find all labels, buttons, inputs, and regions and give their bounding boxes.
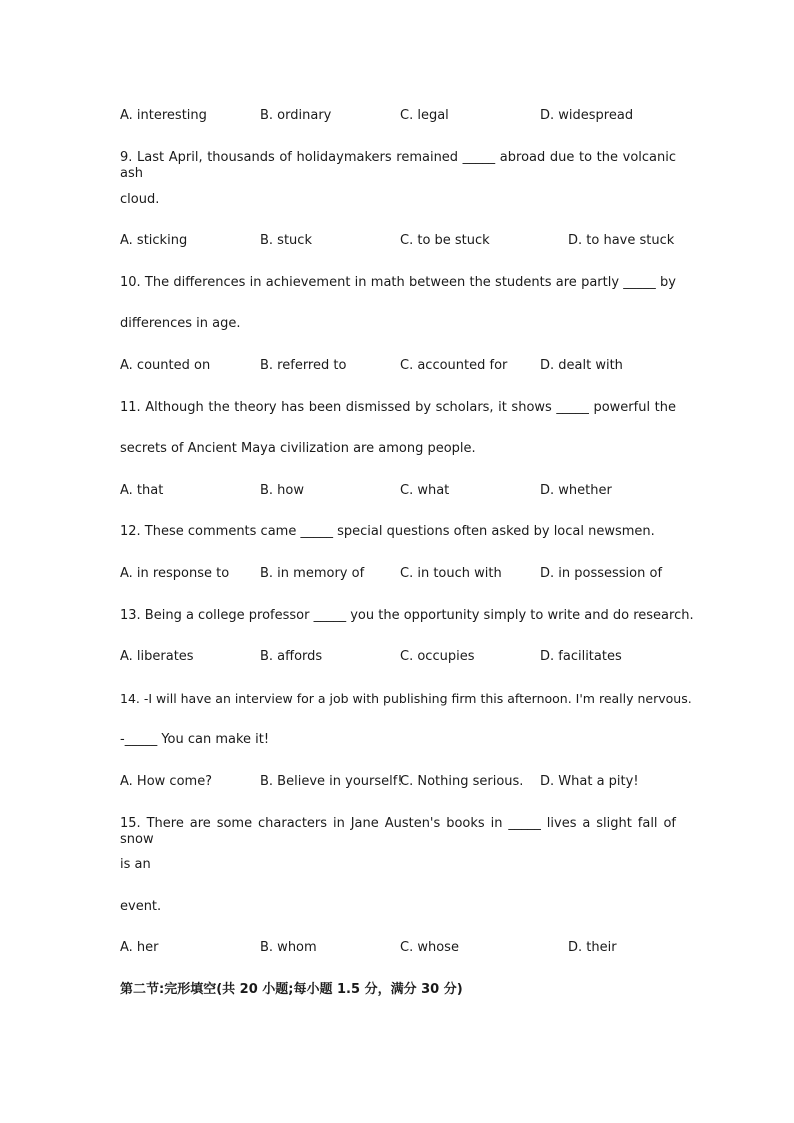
option-b: B. affords: [260, 649, 323, 664]
section-heading: 第二节:完形填空(共 20 小题;每小题 1.5 分，满分 30 分): [120, 982, 463, 997]
option-a: A. in response to: [120, 566, 230, 581]
option-a: A. liberates: [120, 649, 194, 664]
option-a: A. sticking: [120, 233, 188, 248]
option-d: D. their: [568, 940, 617, 955]
option-a: A. that: [120, 483, 164, 498]
option-d: D. widespread: [540, 108, 634, 123]
option-d: D. What a pity!: [540, 774, 639, 789]
option-a: A. interesting: [120, 108, 207, 123]
question-12-text: 12. These comments came _____ special questions often asked by local newsmen.: [120, 524, 655, 539]
option-b: B. stuck: [260, 233, 312, 248]
option-d: D. in possession of: [540, 566, 663, 581]
option-b: B. whom: [260, 940, 317, 955]
option-b: B. how: [260, 483, 305, 498]
question-9-text-cont: cloud.: [120, 192, 160, 207]
option-b: B. ordinary: [260, 108, 332, 123]
option-c: C. what: [400, 483, 450, 498]
question-10-text: 10. The differences in achievement in math between the students are partly _____ by: [120, 275, 676, 290]
option-c: C. legal: [400, 108, 449, 123]
option-b: B. in memory of: [260, 566, 365, 581]
option-d: D. facilitates: [540, 649, 622, 664]
option-c: C. occupies: [400, 649, 475, 664]
question-15-text-cont-2: event.: [120, 899, 162, 914]
option-b: B. Believe in yourself!: [260, 774, 403, 789]
option-a: A. counted on: [120, 358, 211, 373]
question-9-text: 9. Last April, thousands of holidaymakers remained _____ abroad due to the volcanic ash: [120, 150, 676, 181]
question-13-text: 13. Being a college professor _____ you the opportunity simply to write and do research.: [120, 608, 694, 623]
option-c: C. Nothing serious.: [400, 774, 524, 789]
option-c: C. accounted for: [400, 358, 508, 373]
option-c: C. whose: [400, 940, 459, 955]
question-15-text: 15. There are some characters in Jane Austen's books in _____ lives a slight fall of snow: [120, 816, 676, 847]
option-c: C. to be stuck: [400, 233, 490, 248]
option-d: D. to have stuck: [568, 233, 675, 248]
option-a: A. her: [120, 940, 159, 955]
question-10-text-cont: differences in age.: [120, 316, 241, 331]
question-15-text-cont: is an: [120, 857, 151, 872]
option-d: D. whether: [540, 483, 612, 498]
option-a: A. How come?: [120, 774, 213, 789]
question-11-text-cont: secrets of Ancient Maya civilization are among people.: [120, 441, 476, 456]
option-b: B. referred to: [260, 358, 347, 373]
question-14-text: 14. -I will have an interview for a job with publishing firm this afternoon. I'm really nervous.: [120, 691, 692, 706]
option-d: D. dealt with: [540, 358, 623, 373]
question-11-text: 11. Although the theory has been dismissed by scholars, it shows _____ powerful the: [120, 400, 676, 415]
option-c: C. in touch with: [400, 566, 502, 581]
question-14-text-cont: -_____ You can make it!: [120, 732, 270, 747]
